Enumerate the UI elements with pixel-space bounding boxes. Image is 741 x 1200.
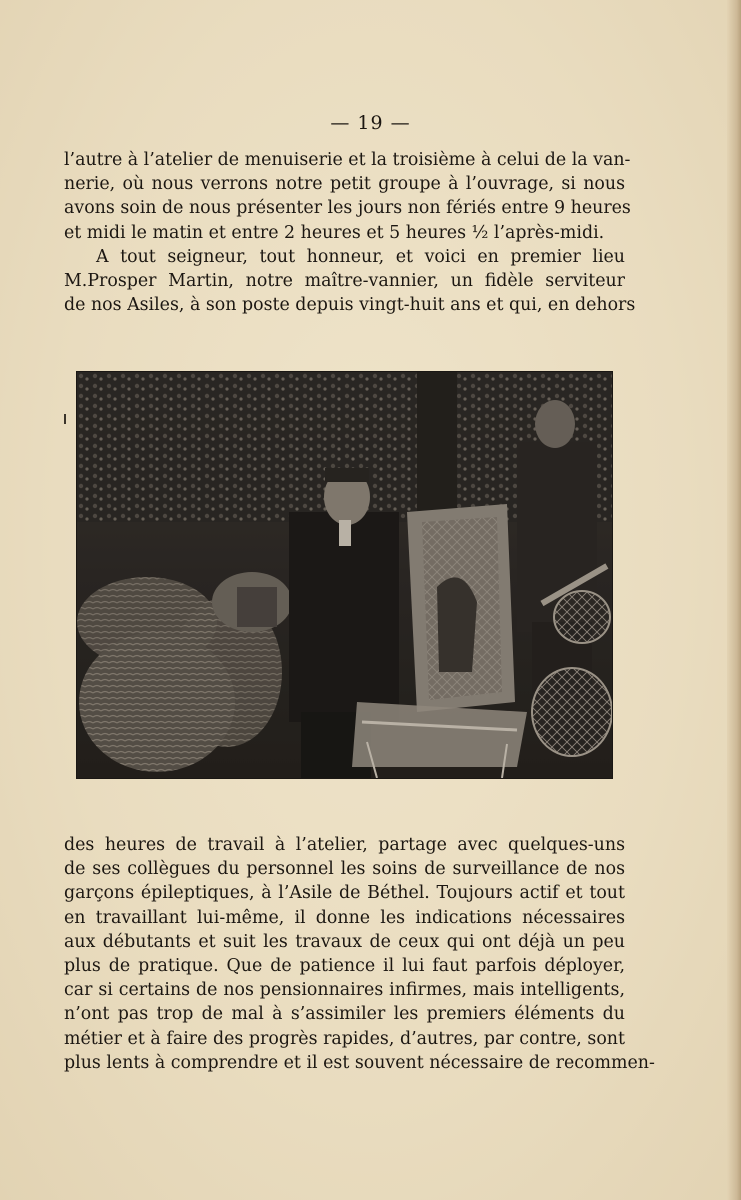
text-line: plus de pratique. Que de patience il lui faut parfois déployer,: [64, 956, 625, 977]
text-line: n’ont pas trop de mal à s’assimiler les premiers éléments du: [64, 1004, 625, 1025]
text-line: M.Prosper Martin, notre maître-vannier, un fidèle serviteur: [64, 271, 625, 292]
page-number: — 19 —: [330, 112, 411, 134]
text-line: de ses collègues du personnel les soins de surveillance de nos: [64, 859, 625, 880]
text-line: des heures de travail à l’atelier, partage avec quelques-uns: [64, 835, 625, 855]
text-line: A tout seigneur, tout honneur, et voici en premier lieu: [96, 246, 625, 267]
text-line: car si certains de nos pensionnaires infirmes, mais intelligents,: [64, 980, 625, 1001]
text-line: et midi le matin et entre 2 heures et 5 heures ½ l’après-midi.: [64, 222, 605, 243]
text-line: nerie, où nous verrons notre petit groupe à l’ouvrage, si nous: [64, 174, 625, 195]
text-line: l’autre à l’atelier de menuiserie et la troisième à celui de la van-: [64, 150, 631, 170]
workshop-photograph: [76, 371, 613, 779]
page-edge-shadow: [727, 0, 741, 1200]
paragraph-bottom: [64, 833, 655, 1075]
paragraph-top: [64, 148, 636, 317]
margin-mark: [64, 414, 66, 424]
text-line: en travaillant lui-même, il donne les indications nécessaires: [64, 907, 625, 928]
text-line: métier et à faire des progrès rapides, d’autres, par contre, sont: [64, 1028, 625, 1049]
text-line: garçons épileptiques, à l’Asile de Béthel. Toujours actif et tout: [64, 883, 625, 904]
text-line: avons soin de nous présenter les jours non fériés entre 9 heures: [64, 198, 631, 219]
text-line: aux débutants et suit les travaux de ceux qui ont déjà un peu: [64, 931, 625, 952]
text-line: plus lents à comprendre et il est souvent nécessaire de recommen-: [64, 1052, 655, 1073]
photo-illustration: [77, 372, 612, 778]
text-line: de nos Asiles, à son poste depuis vingt-huit ans et qui, en dehors: [64, 295, 636, 316]
